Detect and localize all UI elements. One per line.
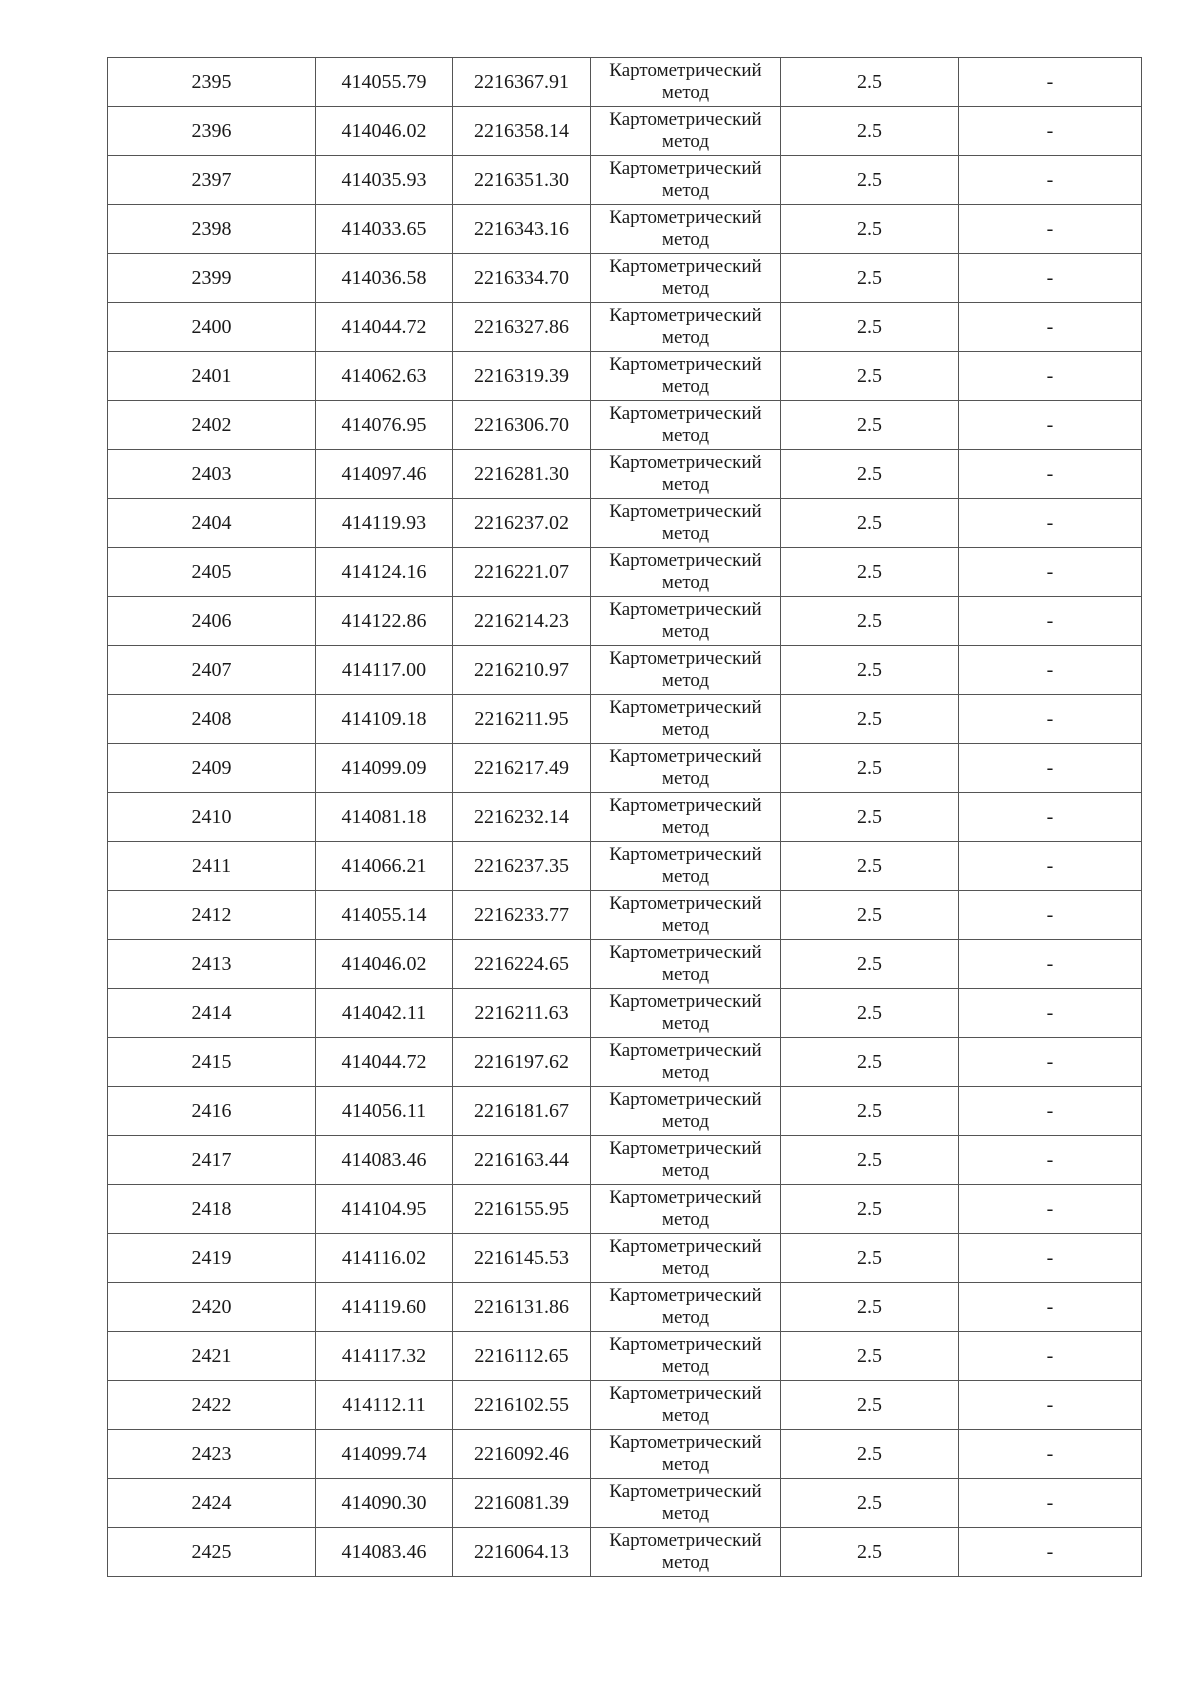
method-line-1: Картометрический: [609, 207, 762, 228]
x-coordinate-cell: 414124.16: [316, 548, 453, 597]
x-coordinate-cell: 414035.93: [316, 156, 453, 205]
method-line-1: Картометрический: [609, 1530, 762, 1551]
table-row: [108, 58, 1142, 107]
method-cell: [591, 450, 781, 499]
note-cell: -: [959, 646, 1142, 695]
y-coordinate-cell: 2216211.95: [453, 695, 591, 744]
table-row: [108, 1136, 1142, 1185]
accuracy-cell: 2.5: [781, 793, 959, 842]
y-coordinate-cell: 2216112.65: [453, 1332, 591, 1381]
table-row: [108, 107, 1142, 156]
method-line-1: Картометрический: [609, 648, 762, 669]
method-line-2: метод: [661, 1356, 710, 1377]
note-cell: -: [959, 793, 1142, 842]
accuracy-cell: 2.5: [781, 940, 959, 989]
x-coordinate-cell: 414117.32: [316, 1332, 453, 1381]
y-coordinate-cell: 2216214.23: [453, 597, 591, 646]
y-coordinate-cell: 2216092.46: [453, 1430, 591, 1479]
method-line-2: метод: [661, 425, 710, 446]
note-cell: -: [959, 1528, 1142, 1577]
method-cell: [591, 646, 781, 695]
y-coordinate-cell: 2216232.14: [453, 793, 591, 842]
point-number-cell: 2404: [108, 499, 316, 548]
accuracy-cell: 2.5: [781, 254, 959, 303]
accuracy-cell: 2.5: [781, 597, 959, 646]
y-coordinate-cell: 2216197.62: [453, 1038, 591, 1087]
note-cell: -: [959, 989, 1142, 1038]
method-cell: [591, 1283, 781, 1332]
table-row: [108, 352, 1142, 401]
method-cell: [591, 303, 781, 352]
y-coordinate-cell: 2216306.70: [453, 401, 591, 450]
accuracy-cell: 2.5: [781, 205, 959, 254]
method-line-1: Картометрический: [609, 795, 762, 816]
y-coordinate-cell: 2216102.55: [453, 1381, 591, 1430]
table-row: [108, 646, 1142, 695]
accuracy-cell: 2.5: [781, 891, 959, 940]
point-number-cell: 2413: [108, 940, 316, 989]
method-cell: [591, 1479, 781, 1528]
x-coordinate-cell: 414083.46: [316, 1136, 453, 1185]
method-line-1: Картометрический: [609, 354, 762, 375]
x-coordinate-cell: 414109.18: [316, 695, 453, 744]
method-line-1: Картометрический: [609, 697, 762, 718]
x-coordinate-cell: 414099.74: [316, 1430, 453, 1479]
x-coordinate-cell: 414044.72: [316, 303, 453, 352]
table-row: [108, 940, 1142, 989]
note-cell: -: [959, 548, 1142, 597]
note-cell: -: [959, 1430, 1142, 1479]
note-cell: -: [959, 1185, 1142, 1234]
method-cell: [591, 499, 781, 548]
note-cell: -: [959, 205, 1142, 254]
point-number-cell: 2423: [108, 1430, 316, 1479]
table-row: [108, 303, 1142, 352]
table-row: [108, 989, 1142, 1038]
y-coordinate-cell: 2216181.67: [453, 1087, 591, 1136]
point-number-cell: 2401: [108, 352, 316, 401]
method-line-2: метод: [661, 523, 710, 544]
accuracy-cell: 2.5: [781, 1185, 959, 1234]
method-line-2: метод: [661, 964, 710, 985]
y-coordinate-cell: 2216327.86: [453, 303, 591, 352]
method-line-2: метод: [661, 1503, 710, 1524]
note-cell: -: [959, 1332, 1142, 1381]
table-row: [108, 205, 1142, 254]
method-line-2: метод: [661, 1258, 710, 1279]
x-coordinate-cell: 414066.21: [316, 842, 453, 891]
method-line-2: метод: [661, 1307, 710, 1328]
accuracy-cell: 2.5: [781, 1038, 959, 1087]
point-number-cell: 2416: [108, 1087, 316, 1136]
point-number-cell: 2398: [108, 205, 316, 254]
method-line-1: Картометрический: [609, 403, 762, 424]
method-line-1: Картометрический: [609, 1285, 762, 1306]
y-coordinate-cell: 2216210.97: [453, 646, 591, 695]
note-cell: -: [959, 1087, 1142, 1136]
x-coordinate-cell: 414046.02: [316, 107, 453, 156]
accuracy-cell: 2.5: [781, 450, 959, 499]
method-line-1: Картометрический: [609, 1187, 762, 1208]
point-number-cell: 2397: [108, 156, 316, 205]
method-line-1: Картометрический: [609, 1432, 762, 1453]
method-line-2: метод: [661, 376, 710, 397]
method-cell: [591, 1185, 781, 1234]
method-line-2: метод: [661, 1405, 710, 1426]
method-line-1: Картометрический: [609, 501, 762, 522]
note-cell: -: [959, 499, 1142, 548]
note-cell: -: [959, 254, 1142, 303]
point-number-cell: 2410: [108, 793, 316, 842]
method-cell: [591, 401, 781, 450]
table-row: [108, 1381, 1142, 1430]
method-cell: [591, 254, 781, 303]
point-number-cell: 2425: [108, 1528, 316, 1577]
accuracy-cell: 2.5: [781, 1381, 959, 1430]
accuracy-cell: 2.5: [781, 548, 959, 597]
accuracy-cell: 2.5: [781, 1479, 959, 1528]
method-line-2: метод: [661, 1013, 710, 1034]
y-coordinate-cell: 2216319.39: [453, 352, 591, 401]
table-row: [108, 695, 1142, 744]
method-line-2: метод: [661, 1209, 710, 1230]
table-row: [108, 499, 1142, 548]
point-number-cell: 2399: [108, 254, 316, 303]
y-coordinate-cell: 2216334.70: [453, 254, 591, 303]
method-line-1: Картометрический: [609, 1089, 762, 1110]
x-coordinate-cell: 414046.02: [316, 940, 453, 989]
y-coordinate-cell: 2216358.14: [453, 107, 591, 156]
x-coordinate-cell: 414055.14: [316, 891, 453, 940]
method-cell: [591, 1332, 781, 1381]
point-number-cell: 2409: [108, 744, 316, 793]
accuracy-cell: 2.5: [781, 352, 959, 401]
x-coordinate-cell: 414090.30: [316, 1479, 453, 1528]
note-cell: -: [959, 156, 1142, 205]
y-coordinate-cell: 2216064.13: [453, 1528, 591, 1577]
x-coordinate-cell: 414099.09: [316, 744, 453, 793]
coordinates-table: [107, 57, 1142, 1577]
method-line-2: метод: [661, 82, 710, 103]
y-coordinate-cell: 2216131.86: [453, 1283, 591, 1332]
note-cell: -: [959, 1479, 1142, 1528]
x-coordinate-cell: 414044.72: [316, 1038, 453, 1087]
x-coordinate-cell: 414033.65: [316, 205, 453, 254]
table-row: [108, 597, 1142, 646]
table-row: [108, 450, 1142, 499]
method-line-2: метод: [661, 719, 710, 740]
point-number-cell: 2418: [108, 1185, 316, 1234]
method-line-2: метод: [661, 572, 710, 593]
note-cell: -: [959, 401, 1142, 450]
table-row: [108, 1283, 1142, 1332]
y-coordinate-cell: 2216145.53: [453, 1234, 591, 1283]
method-line-1: Картометрический: [609, 1138, 762, 1159]
point-number-cell: 2408: [108, 695, 316, 744]
method-cell: [591, 1234, 781, 1283]
accuracy-cell: 2.5: [781, 499, 959, 548]
note-cell: -: [959, 597, 1142, 646]
x-coordinate-cell: 414097.46: [316, 450, 453, 499]
method-cell: [591, 1136, 781, 1185]
accuracy-cell: 2.5: [781, 646, 959, 695]
method-line-1: Картометрический: [609, 599, 762, 620]
method-cell: [591, 1381, 781, 1430]
note-cell: -: [959, 58, 1142, 107]
method-line-2: метод: [661, 474, 710, 495]
method-line-2: метод: [661, 1062, 710, 1083]
method-line-1: Картометрический: [609, 305, 762, 326]
method-line-1: Картометрический: [609, 60, 762, 81]
table-row: [108, 744, 1142, 793]
note-cell: -: [959, 450, 1142, 499]
method-line-2: метод: [661, 1552, 710, 1573]
method-cell: [591, 989, 781, 1038]
method-line-2: метод: [661, 180, 710, 201]
table-row: [108, 891, 1142, 940]
method-cell: [591, 58, 781, 107]
point-number-cell: 2406: [108, 597, 316, 646]
x-coordinate-cell: 414062.63: [316, 352, 453, 401]
accuracy-cell: 2.5: [781, 1234, 959, 1283]
point-number-cell: 2421: [108, 1332, 316, 1381]
note-cell: -: [959, 107, 1142, 156]
x-coordinate-cell: 414076.95: [316, 401, 453, 450]
accuracy-cell: 2.5: [781, 744, 959, 793]
note-cell: -: [959, 1234, 1142, 1283]
x-coordinate-cell: 414122.86: [316, 597, 453, 646]
table-row: [108, 254, 1142, 303]
x-coordinate-cell: 414042.11: [316, 989, 453, 1038]
table-row: [108, 156, 1142, 205]
method-cell: [591, 1038, 781, 1087]
accuracy-cell: 2.5: [781, 842, 959, 891]
y-coordinate-cell: 2216343.16: [453, 205, 591, 254]
method-line-2: метод: [661, 670, 710, 691]
y-coordinate-cell: 2216221.07: [453, 548, 591, 597]
y-coordinate-cell: 2216163.44: [453, 1136, 591, 1185]
point-number-cell: 2403: [108, 450, 316, 499]
table-row: [108, 401, 1142, 450]
y-coordinate-cell: 2216155.95: [453, 1185, 591, 1234]
x-coordinate-cell: 414117.00: [316, 646, 453, 695]
point-number-cell: 2412: [108, 891, 316, 940]
accuracy-cell: 2.5: [781, 1528, 959, 1577]
table-row: [108, 1332, 1142, 1381]
x-coordinate-cell: 414116.02: [316, 1234, 453, 1283]
accuracy-cell: 2.5: [781, 1283, 959, 1332]
y-coordinate-cell: 2216281.30: [453, 450, 591, 499]
y-coordinate-cell: 2216237.35: [453, 842, 591, 891]
method-line-2: метод: [661, 1111, 710, 1132]
x-coordinate-cell: 414056.11: [316, 1087, 453, 1136]
point-number-cell: 2396: [108, 107, 316, 156]
method-cell: [591, 793, 781, 842]
note-cell: -: [959, 695, 1142, 744]
x-coordinate-cell: 414055.79: [316, 58, 453, 107]
note-cell: -: [959, 1381, 1142, 1430]
x-coordinate-cell: 414036.58: [316, 254, 453, 303]
method-line-2: метод: [661, 278, 710, 299]
method-line-1: Картометрический: [609, 158, 762, 179]
x-coordinate-cell: 414081.18: [316, 793, 453, 842]
note-cell: -: [959, 842, 1142, 891]
method-line-1: Картометрический: [609, 550, 762, 571]
method-line-1: Картометрический: [609, 942, 762, 963]
method-cell: [591, 695, 781, 744]
method-cell: [591, 744, 781, 793]
method-cell: [591, 940, 781, 989]
method-line-1: Картометрический: [609, 256, 762, 277]
table-row: [108, 842, 1142, 891]
point-number-cell: 2422: [108, 1381, 316, 1430]
note-cell: -: [959, 1038, 1142, 1087]
method-line-2: метод: [661, 327, 710, 348]
method-cell: [591, 842, 781, 891]
method-line-1: Картометрический: [609, 991, 762, 1012]
method-line-2: метод: [661, 229, 710, 250]
point-number-cell: 2395: [108, 58, 316, 107]
table-row: [108, 1479, 1142, 1528]
table-row: [108, 548, 1142, 597]
method-line-1: Картометрический: [609, 452, 762, 473]
table-row: [108, 1528, 1142, 1577]
x-coordinate-cell: 414104.95: [316, 1185, 453, 1234]
y-coordinate-cell: 2216233.77: [453, 891, 591, 940]
method-cell: [591, 1528, 781, 1577]
method-line-1: Картометрический: [609, 1040, 762, 1061]
note-cell: -: [959, 352, 1142, 401]
table-row: [108, 1430, 1142, 1479]
method-cell: [591, 1430, 781, 1479]
method-line-2: метод: [661, 131, 710, 152]
note-cell: -: [959, 303, 1142, 352]
point-number-cell: 2405: [108, 548, 316, 597]
accuracy-cell: 2.5: [781, 1430, 959, 1479]
x-coordinate-cell: 414083.46: [316, 1528, 453, 1577]
point-number-cell: 2415: [108, 1038, 316, 1087]
method-cell: [591, 1087, 781, 1136]
accuracy-cell: 2.5: [781, 156, 959, 205]
accuracy-cell: 2.5: [781, 695, 959, 744]
method-cell: [591, 891, 781, 940]
method-line-1: Картометрический: [609, 1383, 762, 1404]
table-row: [108, 793, 1142, 842]
x-coordinate-cell: 414119.60: [316, 1283, 453, 1332]
method-cell: [591, 107, 781, 156]
point-number-cell: 2411: [108, 842, 316, 891]
method-line-1: Картометрический: [609, 746, 762, 767]
method-cell: [591, 156, 781, 205]
method-line-1: Картометрический: [609, 109, 762, 130]
point-number-cell: 2417: [108, 1136, 316, 1185]
x-coordinate-cell: 414119.93: [316, 499, 453, 548]
point-number-cell: 2419: [108, 1234, 316, 1283]
note-cell: -: [959, 891, 1142, 940]
method-cell: [591, 205, 781, 254]
method-line-2: метод: [661, 1454, 710, 1475]
y-coordinate-cell: 2216217.49: [453, 744, 591, 793]
method-line-1: Картометрический: [609, 844, 762, 865]
method-line-2: метод: [661, 768, 710, 789]
y-coordinate-cell: 2216367.91: [453, 58, 591, 107]
accuracy-cell: 2.5: [781, 303, 959, 352]
method-line-2: метод: [661, 1160, 710, 1181]
accuracy-cell: 2.5: [781, 1332, 959, 1381]
method-cell: [591, 597, 781, 646]
table-row: [108, 1185, 1142, 1234]
y-coordinate-cell: 2216351.30: [453, 156, 591, 205]
table-row: [108, 1234, 1142, 1283]
table-row: [108, 1087, 1142, 1136]
note-cell: -: [959, 1283, 1142, 1332]
accuracy-cell: 2.5: [781, 1087, 959, 1136]
point-number-cell: 2424: [108, 1479, 316, 1528]
y-coordinate-cell: 2216211.63: [453, 989, 591, 1038]
point-number-cell: 2400: [108, 303, 316, 352]
method-line-1: Картометрический: [609, 1236, 762, 1257]
accuracy-cell: 2.5: [781, 989, 959, 1038]
method-line-1: Картометрический: [609, 893, 762, 914]
note-cell: -: [959, 940, 1142, 989]
method-line-2: метод: [661, 866, 710, 887]
accuracy-cell: 2.5: [781, 58, 959, 107]
y-coordinate-cell: 2216224.65: [453, 940, 591, 989]
point-number-cell: 2414: [108, 989, 316, 1038]
method-line-1: Картометрический: [609, 1481, 762, 1502]
method-line-2: метод: [661, 915, 710, 936]
method-line-1: Картометрический: [609, 1334, 762, 1355]
method-line-2: метод: [661, 817, 710, 838]
method-cell: [591, 548, 781, 597]
method-line-2: метод: [661, 621, 710, 642]
table-row: [108, 1038, 1142, 1087]
accuracy-cell: 2.5: [781, 107, 959, 156]
note-cell: -: [959, 744, 1142, 793]
accuracy-cell: 2.5: [781, 401, 959, 450]
y-coordinate-cell: 2216237.02: [453, 499, 591, 548]
point-number-cell: 2407: [108, 646, 316, 695]
note-cell: -: [959, 1136, 1142, 1185]
accuracy-cell: 2.5: [781, 1136, 959, 1185]
point-number-cell: 2402: [108, 401, 316, 450]
point-number-cell: 2420: [108, 1283, 316, 1332]
y-coordinate-cell: 2216081.39: [453, 1479, 591, 1528]
coordinates-table-body: [108, 58, 1142, 1577]
method-cell: [591, 352, 781, 401]
x-coordinate-cell: 414112.11: [316, 1381, 453, 1430]
